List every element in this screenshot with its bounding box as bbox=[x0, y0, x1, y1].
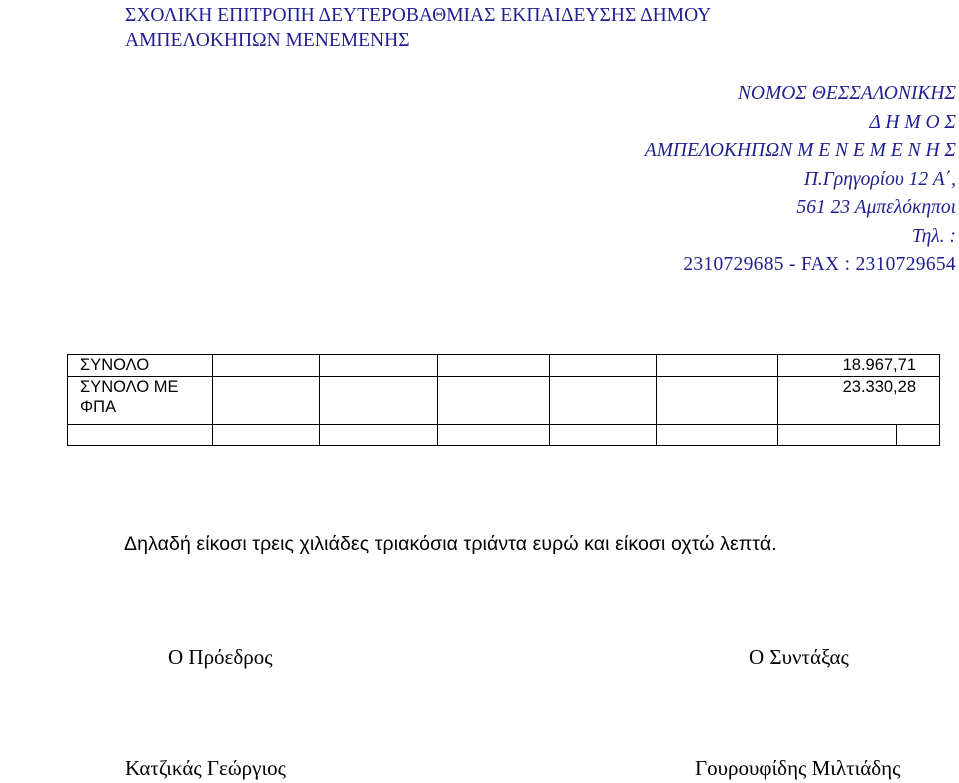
row-value: 23.330,28 bbox=[778, 377, 940, 425]
committee-header-line2: ΑΜΠΕΛΟΚΗΠΩΝ ΜΕΝΕΜΕΝΗΣ bbox=[125, 30, 410, 51]
totals-table bbox=[67, 354, 940, 446]
table-row bbox=[68, 377, 940, 425]
table-row bbox=[68, 425, 940, 446]
municipality-name: ΑΜΠΕΛΟΚΗΠΩΝ Μ Ε Ν Ε Μ Ε Ν Η Σ bbox=[644, 140, 956, 161]
street-address: Π.Γρηγορίου 12 Α΄, bbox=[803, 168, 956, 190]
drafter-name: Γουρουφίδης Μιλτιάδης bbox=[695, 756, 901, 780]
phone-label: Τηλ. : bbox=[911, 225, 956, 247]
president-name: Κατζικάς Γεώργιος bbox=[125, 756, 286, 780]
row-label: ΣΥΝΟΛΟ bbox=[68, 355, 213, 377]
row-label bbox=[68, 425, 213, 446]
row-value: 18.967,71 bbox=[778, 355, 940, 377]
phone-fax-numbers: 2310729685 - FAX : 2310729654 bbox=[683, 254, 956, 275]
municipality-label: Δ Η Μ Ο Σ bbox=[869, 111, 956, 133]
committee-header-line1: ΣΧΟΛΙΚΗ ΕΠΙΤΡΟΠΗ ΔΕΥΤΕΡΟΒΑΘΜΙΑΣ ΕΚΠΑΙΔΕΥΣΗΣ ΔΗΜΟΥ bbox=[125, 5, 712, 26]
prefecture: ΝΟΜΟΣ ΘΕΣΣΑΛΟΝΙΚΗΣ bbox=[737, 83, 956, 104]
drafter-title: Ο Συντάξας bbox=[749, 645, 849, 669]
committee-header bbox=[125, 3, 845, 53]
address-block bbox=[456, 80, 956, 280]
amount-in-words: Δηλαδή είκοσι τρεις χιλιάδες τριακόσια τριάντα ευρώ και είκοσι οχτώ λεπτά. bbox=[124, 533, 777, 555]
table-row bbox=[68, 355, 940, 377]
row-label: ΣΥΝΟΛΟ ΜΕ ΦΠΑ bbox=[68, 377, 213, 425]
row-value bbox=[897, 425, 940, 446]
postal-code: 561 23 Αμπελόκηποι bbox=[796, 197, 956, 218]
president-title: Ο Πρόεδρος bbox=[168, 645, 273, 669]
